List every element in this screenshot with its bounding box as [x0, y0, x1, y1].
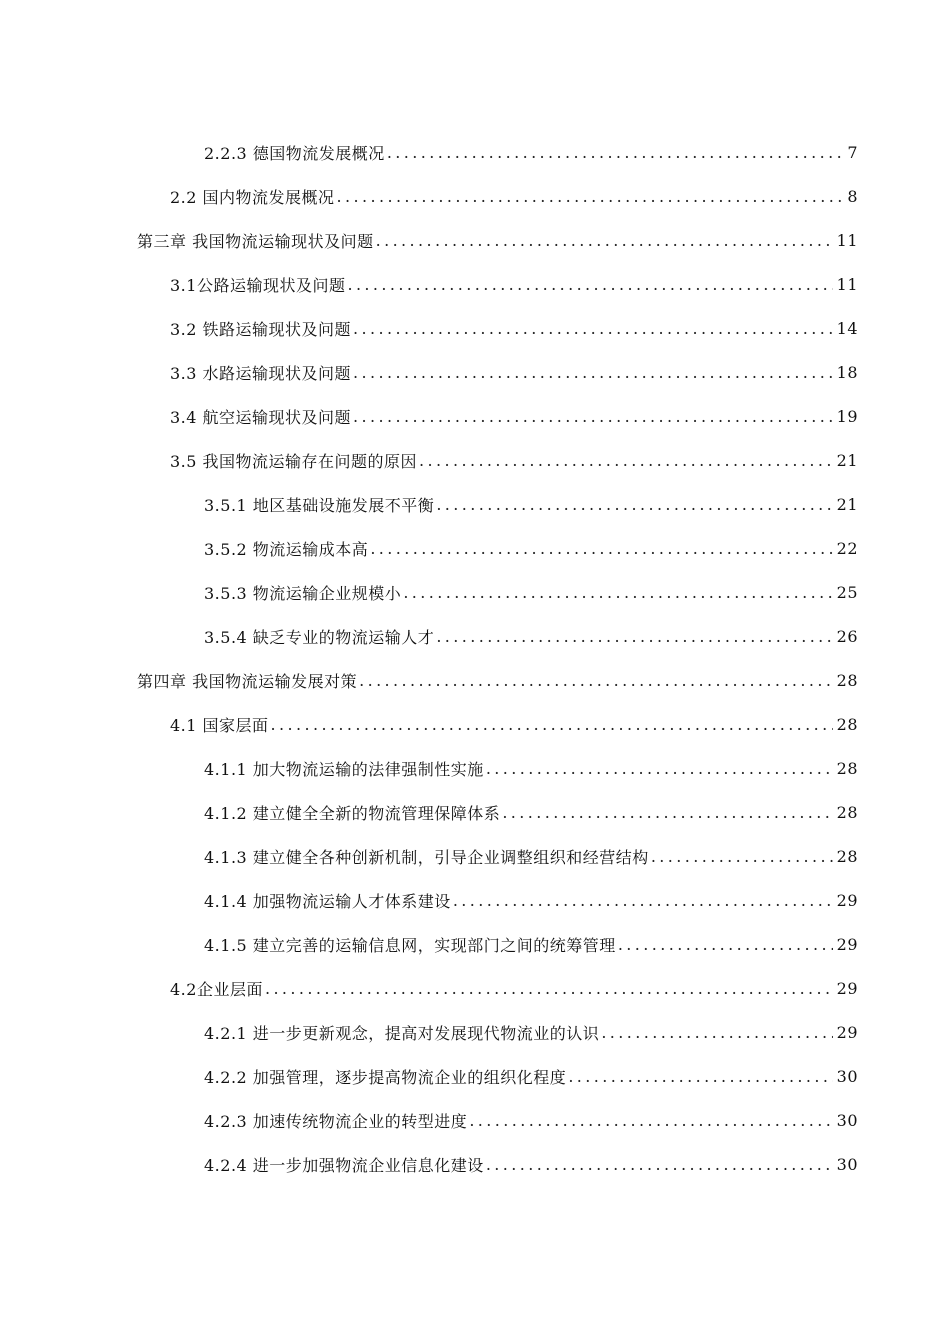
toc-entry-title: 4.1.2 建立健全全新的物流管理保障体系 [204, 803, 501, 823]
toc-entry[interactable] [0, 658, 950, 702]
toc-entry-title: 4.2.1 进一步更新观念，提高对发展现代物流业的认识 [204, 1023, 600, 1043]
toc-entry[interactable] [0, 306, 950, 350]
toc-entry[interactable] [0, 438, 950, 482]
toc-entry-page-number: 29 [836, 890, 858, 910]
toc-entry[interactable] [0, 1054, 950, 1098]
toc-entry[interactable] [0, 922, 950, 966]
toc-entry-page-number: 11 [836, 230, 858, 250]
toc-dot-leader [568, 1067, 832, 1086]
toc-dot-leader [353, 407, 833, 426]
toc-entry-title: 3.1公路运输现状及问题 [170, 275, 346, 295]
toc-entry-title: 2.2 国内物流发展概况 [170, 187, 335, 207]
toc-entry[interactable] [0, 834, 950, 878]
toc-dot-leader [502, 803, 832, 822]
toc-entry-page-number: 26 [836, 626, 858, 646]
toc-dot-leader [359, 671, 833, 690]
toc-entry-page-number: 18 [836, 362, 858, 382]
toc-entry-title: 4.2.2 加强管理，逐步提高物流企业的组织化程度 [204, 1067, 567, 1087]
toc-dot-leader [370, 539, 832, 558]
toc-entry[interactable] [0, 790, 950, 834]
toc-entry-page-number: 29 [836, 978, 858, 998]
toc-entry-title: 4.1.5 建立完善的运输信息网，实现部门之间的统筹管理 [204, 935, 616, 955]
toc-entry[interactable] [0, 174, 950, 218]
toc-entry-title: 3.5.4 缺乏专业的物流运输人才 [204, 627, 435, 647]
toc-dot-leader [353, 319, 833, 338]
toc-entry-page-number: 29 [836, 934, 858, 954]
toc-dot-leader [353, 363, 833, 382]
toc-dot-leader [486, 1155, 833, 1174]
toc-entry[interactable] [0, 262, 950, 306]
toc-entry-title: 4.1.4 加强物流运输人才体系建设 [204, 891, 451, 911]
toc-entry-title: 2.2.3 德国物流发展概况 [204, 143, 385, 163]
toc-dot-leader [265, 979, 833, 998]
toc-entry-page-number: 21 [836, 450, 858, 470]
toc-dot-leader [347, 275, 832, 294]
toc-dot-leader [271, 715, 833, 734]
toc-entry-title: 3.2 铁路运输现状及问题 [170, 319, 352, 339]
toc-dot-leader [453, 891, 833, 910]
toc-dot-leader [486, 759, 833, 778]
toc-dot-leader [403, 583, 832, 602]
toc-entry-title: 第三章 我国物流运输现状及问题 [137, 231, 374, 251]
toc-entry-title: 3.3 水路运输现状及问题 [170, 363, 352, 383]
toc-entry[interactable] [0, 1142, 950, 1186]
toc-entry-title: 第四章 我国物流运输发展对策 [137, 671, 358, 691]
toc-dot-leader [601, 1023, 832, 1042]
toc-entry-page-number: 22 [836, 538, 858, 558]
toc-dot-leader [469, 1111, 832, 1130]
toc-entry-title: 3.5.3 物流运输企业规模小 [204, 583, 402, 603]
toc-entry[interactable] [0, 878, 950, 922]
toc-dot-leader [436, 495, 832, 514]
toc-entry-page-number: 28 [836, 670, 858, 690]
toc-entry-title: 4.1 国家层面 [170, 715, 269, 735]
toc-entry[interactable] [0, 526, 950, 570]
toc-entry[interactable] [0, 350, 950, 394]
toc-entry[interactable] [0, 702, 950, 746]
toc-entry-page-number: 7 [847, 142, 858, 162]
table-of-contents [0, 130, 950, 1186]
toc-entry-page-number: 30 [836, 1066, 858, 1086]
toc-entry[interactable] [0, 570, 950, 614]
toc-entry-title: 3.4 航空运输现状及问题 [170, 407, 352, 427]
toc-entry[interactable] [0, 394, 950, 438]
toc-entry-title: 4.1.1 加大物流运输的法律强制性实施 [204, 759, 484, 779]
toc-entry-title: 3.5.2 物流运输成本高 [204, 539, 369, 559]
toc-dot-leader [376, 231, 833, 250]
toc-entry[interactable] [0, 1010, 950, 1054]
toc-dot-leader [436, 627, 832, 646]
toc-entry-page-number: 25 [836, 582, 858, 602]
toc-entry-page-number: 30 [836, 1154, 858, 1174]
toc-entry-page-number: 29 [836, 1022, 858, 1042]
toc-dot-leader [337, 187, 844, 206]
toc-entry[interactable] [0, 614, 950, 658]
toc-entry-page-number: 30 [836, 1110, 858, 1130]
toc-entry-page-number: 28 [836, 846, 858, 866]
toc-entry-page-number: 19 [836, 406, 858, 426]
toc-entry[interactable] [0, 482, 950, 526]
toc-entry[interactable] [0, 966, 950, 1010]
toc-entry-title: 4.1.3 建立健全各种创新机制，引导企业调整组织和经营结构 [204, 847, 649, 867]
toc-dot-leader [419, 451, 833, 470]
toc-entry-page-number: 28 [836, 714, 858, 734]
toc-entry[interactable] [0, 218, 950, 262]
toc-dot-leader [387, 143, 844, 162]
toc-entry-page-number: 28 [836, 802, 858, 822]
toc-entry[interactable] [0, 130, 950, 174]
toc-dot-leader [651, 847, 833, 866]
toc-entry-page-number: 28 [836, 758, 858, 778]
toc-entry-page-number: 21 [836, 494, 858, 514]
toc-entry-title: 4.2.3 加速传统物流企业的转型进度 [204, 1111, 468, 1131]
toc-entry-title: 4.2企业层面 [170, 979, 263, 999]
toc-entry[interactable] [0, 746, 950, 790]
toc-entry-page-number: 14 [836, 318, 858, 338]
toc-entry-page-number: 11 [836, 274, 858, 294]
toc-entry[interactable] [0, 1098, 950, 1142]
toc-entry-page-number: 8 [847, 186, 858, 206]
toc-entry-title: 3.5.1 地区基础设施发展不平衡 [204, 495, 435, 515]
toc-dot-leader [618, 935, 833, 954]
toc-entry-title: 3.5 我国物流运输存在问题的原因 [170, 451, 418, 471]
toc-entry-title: 4.2.4 进一步加强物流企业信息化建设 [204, 1155, 484, 1175]
